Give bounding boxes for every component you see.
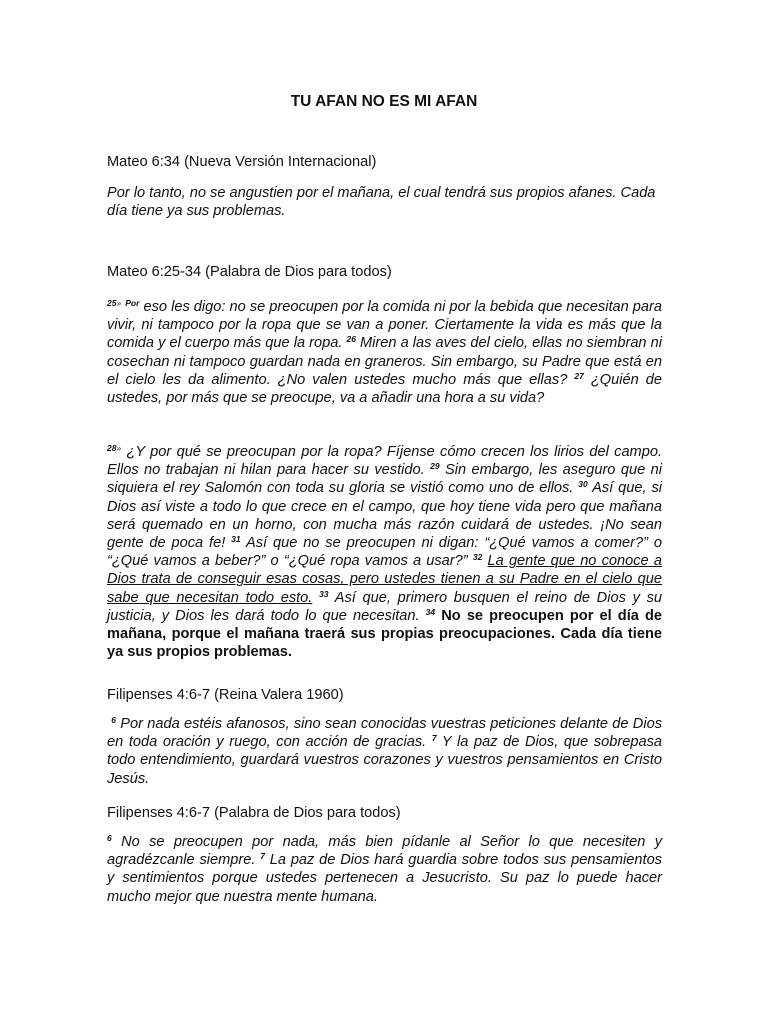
- verse-text: Así que, primero busquen el reino de Dios y su justicia, y Dios les dará todo lo que necesitan.: [107, 589, 663, 624]
- verse-number: 26: [346, 334, 356, 345]
- passage-mateo-paragraph-2: [107, 443, 662, 661]
- verse-text: Sin embargo, les aseguro que ni siquiera el rey Salomón con toda su gloria se vistió como uno de ellos.: [107, 462, 662, 497]
- verse-text: ¿Y por qué se preocupan por la ropa? Fíjense cómo crecen los lirios del campo. Ellos no trabajan ni hilan para hacer su vestido.: [107, 444, 662, 479]
- verse-number: 29: [430, 461, 440, 472]
- verse-text: Así que no se preocupen ni digan: “¿Qué vamos a comer?” o “¿Qué vamos a beber?” o “¿Qué ropa vamos a usar?”: [107, 535, 662, 570]
- passage-filipenses-pdt: [107, 833, 662, 906]
- verse-number: 31: [231, 534, 241, 545]
- verse-text: Y la paz de Dios, que sobrepasa todo entendimiento, guardará vuestros corazones y vuestros pensamientos en Cristo Jesús.: [107, 734, 662, 787]
- verse-number: 6: [111, 715, 116, 725]
- verse-number: 6: [107, 833, 112, 843]
- verse-text: eso les digo: no se preocupen por la comida ni por la bebida que necesitan para vivir, ni tampoco por la ropa que se van a poner. Ciertamente la vida es más que la comida y el cuerpo más que la ropa.: [107, 299, 662, 352]
- passage-mateo-paragraph-1: [107, 298, 662, 407]
- verse-number: 34: [425, 606, 436, 617]
- passage-filipenses-rv1960: [107, 715, 662, 788]
- section-heading-filipenses-rv1960: Filipenses 4:6-7 (Reina Valera 1960): [107, 687, 344, 703]
- verse-text: No se preocupen por nada, más bien pídanle al Señor lo que necesiten y agradézcanle siempre.: [107, 834, 662, 869]
- verse-first-word: Por: [125, 298, 140, 308]
- section-heading-mateo-6-34: Mateo 6:34 (Nueva Versión Internacional): [107, 154, 377, 170]
- passage-mateo-6-34: Por lo tanto, no se angustien por el mañana, el cual tendrá sus propios afanes. Cada día tiene ya sus problemas.: [107, 185, 656, 220]
- verse-number: 33: [319, 588, 329, 599]
- verse-number: 25: [107, 298, 117, 308]
- quote-mark: »: [116, 298, 122, 308]
- verse-number: 7: [260, 851, 265, 862]
- verse-number: 32: [472, 552, 483, 563]
- section-heading-filipenses-pdt: Filipenses 4:6-7 (Palabra de Dios para todos): [107, 805, 401, 821]
- verse-text: La paz de Dios hará guardia sobre todos sus pensamientos y sentimientos porque ustedes pertenecen a Jesucristo. Su paz lo puede hacer mucho mejor que nuestra mente humana.: [107, 852, 662, 905]
- verse-text: Por nada estéis afanosos, sino sean conocidas vuestras peticiones delante de Dios en toda oración y ruego, con acción de gracias.: [107, 716, 662, 751]
- verse-text: Miren a las aves del cielo, ellas no siembran ni cosechan ni tampoco guardan nada en graneros. Sin embargo, su Padre que está en el cielo les da alimento. ¿No valen ustedes mucho más que ellas?: [107, 335, 662, 388]
- verse-number: 27: [574, 370, 584, 381]
- quote-mark: »: [116, 443, 122, 453]
- bold-verse-text: No se preocupen por el día de mañana, porque el mañana traerá sus propias preocupaciones. Cada día tiene ya sus propios problemas.: [107, 607, 663, 661]
- verse-number: 28: [107, 443, 117, 453]
- verse-number: 7: [431, 733, 437, 744]
- section-heading-mateo-6-25-34: Mateo 6:25-34 (Palabra de Dios para todos): [107, 264, 392, 280]
- underlined-verse-text: La gente que no conoce a Dios trata de conseguir esas cosas, pero ustedes tienen a su Padre en el cielo que sabe que necesitan todo esto.: [107, 553, 662, 606]
- verse-text: ¿Quién de ustedes, por más que se preocupe, va a añadir una hora a su vida?: [107, 371, 662, 407]
- document-title: TU AFAN NO ES MI AFAN: [290, 93, 478, 110]
- verse-number: 30: [578, 479, 588, 490]
- verse-text: Así que, si Dios así viste a todo lo que crece en el campo, que hoy tiene vida pero que mañana será quemado en un horno, con mucha más razón cuidará de ustedes. ¡No sean gente de poca fe!: [107, 480, 663, 552]
